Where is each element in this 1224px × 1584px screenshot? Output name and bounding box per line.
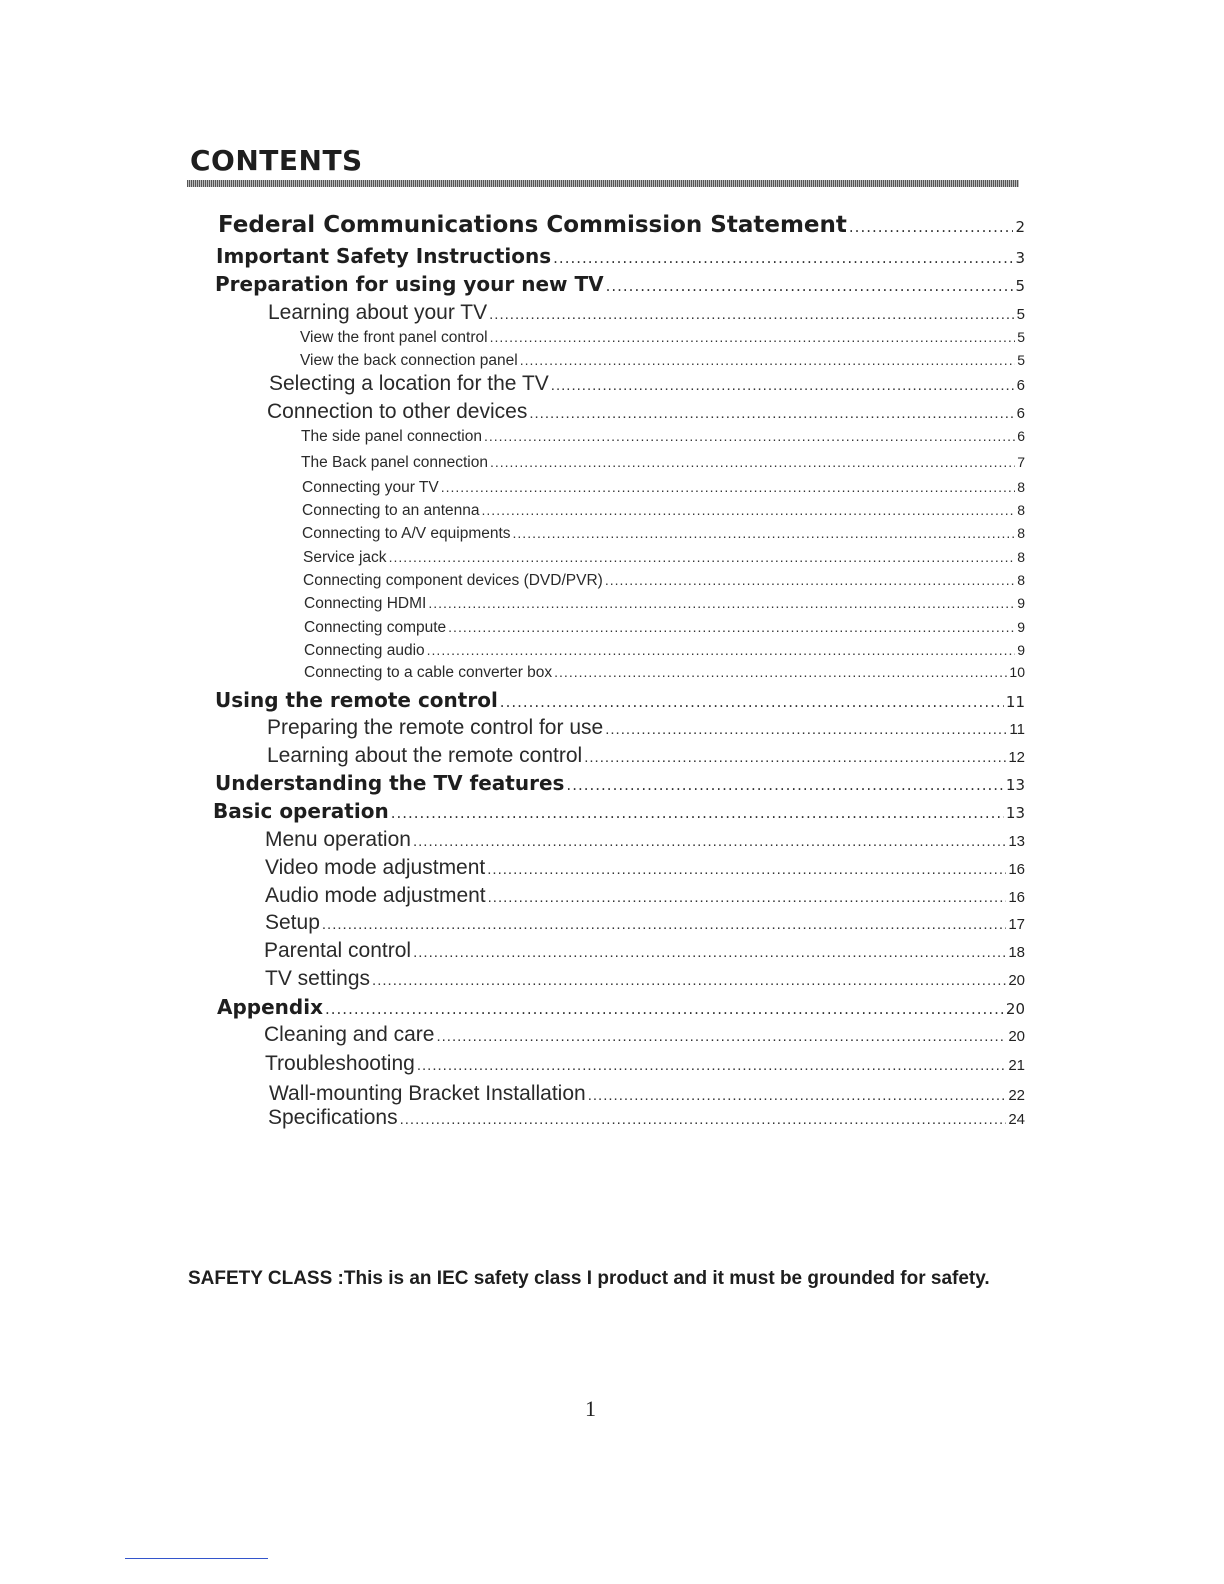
toc-entry-page: 5	[1017, 352, 1025, 368]
toc-entry-audio-mode[interactable]	[265, 884, 1025, 908]
toc-entry-title: Parental control	[264, 939, 412, 962]
toc-dot-leader	[490, 454, 1015, 470]
toc-entry-page: 3	[1015, 249, 1025, 267]
toc-entry-page: 2	[1015, 218, 1025, 236]
toc-entry-component-devices[interactable]	[303, 572, 1025, 590]
toc-entry-title: Troubleshooting	[265, 1052, 415, 1075]
toc-entry-page: 21	[1008, 1057, 1025, 1074]
toc-entry-page: 10	[1009, 664, 1025, 680]
toc-entry-other-devices[interactable]	[267, 400, 1025, 424]
toc-entry-page: 12	[1008, 749, 1025, 766]
toc-entry-title: Setup	[265, 911, 320, 934]
toc-entry-title: Service jack	[303, 549, 387, 566]
toc-entry-page: 7	[1017, 454, 1025, 470]
toc-entry-title: Connecting audio	[304, 642, 425, 659]
toc-dot-leader	[441, 479, 1015, 495]
toc-entry-title: Learning about the remote control	[267, 744, 583, 767]
toc-dot-leader	[554, 664, 1007, 680]
toc-entry-page: 13	[1005, 776, 1025, 794]
toc-entry-title: Connecting to a cable converter box	[304, 664, 553, 681]
toc-entry-av-equipments[interactable]	[302, 525, 1025, 543]
toc-entry-title: View the back connection panel	[300, 352, 518, 369]
toc-entry-preparation[interactable]	[215, 272, 1025, 296]
toc-entry-basic-operation[interactable]	[213, 799, 1025, 823]
toc-dot-leader	[551, 377, 1015, 394]
toc-entry-tv-settings[interactable]	[265, 967, 1025, 991]
toc-entry-fcc-statement[interactable]	[218, 212, 1025, 238]
toc-entry-page: 13	[1005, 804, 1025, 822]
toc-entry-appendix[interactable]	[217, 995, 1025, 1019]
toc-dot-leader	[520, 352, 1015, 368]
toc-entry-page: 20	[1008, 1028, 1025, 1045]
toc-entry-page: 18	[1008, 944, 1025, 961]
toc-entry-antenna[interactable]	[302, 502, 1025, 520]
toc-entry-page: 5	[1016, 306, 1025, 323]
toc-entry-tv-features[interactable]	[215, 771, 1025, 795]
toc-entry-title: The Back panel connection	[301, 454, 488, 471]
toc-dot-leader	[488, 889, 1007, 906]
toc-dot-leader	[606, 277, 1014, 295]
toc-dot-leader	[391, 804, 1004, 822]
toc-entry-title: Specifications	[268, 1106, 398, 1129]
toc-entry-title: Connecting to A/V equipments	[302, 525, 511, 542]
toc-entry-page: 9	[1017, 595, 1025, 611]
toc-entry-title: View the front panel control	[300, 329, 488, 346]
toc-entry-title: Connecting compute	[304, 619, 447, 636]
toc-entry-page: 6	[1016, 405, 1025, 422]
toc-dot-leader	[448, 619, 1015, 635]
safety-class-note: SAFETY CLASS :This is an IEC safety class I product and it must be grounded for safety.	[188, 1268, 990, 1289]
toc-entry-title: Connecting component devices (DVD/PVR)	[303, 572, 603, 589]
toc-entry-remote-control[interactable]	[215, 688, 1025, 712]
toc-dot-leader	[417, 1057, 1006, 1074]
toc-dot-leader	[322, 916, 1006, 933]
toc-entry-cleaning-care[interactable]	[264, 1023, 1025, 1047]
toc-entry-page: 5	[1015, 277, 1025, 295]
toc-dot-leader	[566, 776, 1003, 794]
toc-dot-leader	[529, 405, 1014, 422]
toc-entry-page: 8	[1017, 549, 1025, 565]
toc-dot-leader	[588, 1087, 1007, 1104]
toc-entry-title: Preparation for using your new TV	[215, 272, 604, 296]
toc-entry-page: 8	[1017, 525, 1025, 541]
toc-entry-title: Appendix	[217, 995, 323, 1019]
toc-entry-page: 13	[1008, 833, 1025, 850]
toc-entry-audio[interactable]	[304, 642, 1025, 660]
toc-entry-title: Basic operation	[213, 799, 389, 823]
toc-entry-learning-remote[interactable]	[267, 744, 1025, 768]
toc-entry-service-jack[interactable]	[303, 549, 1025, 567]
toc-entry-page: 22	[1008, 1087, 1025, 1104]
toc-entry-page: 16	[1008, 861, 1025, 878]
toc-dot-leader	[553, 249, 1013, 267]
toc-entry-page: 20	[1005, 1000, 1025, 1018]
toc-entry-compute[interactable]	[304, 619, 1025, 637]
toc-dot-leader	[500, 693, 1004, 711]
toc-entry-side-panel[interactable]	[301, 428, 1025, 446]
toc-entry-page: 11	[1005, 693, 1025, 711]
toc-entry-parental-control[interactable]	[264, 939, 1025, 963]
toc-dot-leader	[389, 549, 1016, 565]
toc-entry-troubleshooting[interactable]	[265, 1052, 1025, 1076]
toc-entry-title: Learning about your TV	[268, 301, 488, 324]
toc-entry-page: 8	[1017, 479, 1025, 495]
toc-entry-title: Connecting your TV	[302, 479, 439, 496]
toc-entry-back-panel[interactable]	[300, 352, 1025, 370]
toc-entry-title: The side panel connection	[301, 428, 482, 445]
toc-dot-leader	[849, 218, 1014, 236]
toc-entry-cable-converter[interactable]	[304, 664, 1025, 682]
toc-entry-page: 6	[1016, 377, 1025, 394]
toc-entry-page: 8	[1017, 502, 1025, 518]
toc-entry-learning-tv[interactable]	[268, 301, 1025, 325]
toc-entry-page: 20	[1008, 972, 1025, 989]
toc-entry-location[interactable]	[269, 372, 1025, 396]
toc-entry-title: Audio mode adjustment	[265, 884, 486, 907]
toc-entry-page: 17	[1008, 916, 1025, 933]
toc-dot-leader	[413, 833, 1006, 850]
toc-entry-safety-instructions[interactable]	[216, 244, 1025, 268]
toc-dot-leader	[413, 944, 1006, 961]
toc-entry-page: 16	[1008, 889, 1025, 906]
page-title: CONTENTS	[190, 144, 363, 177]
toc-dot-leader	[325, 1000, 1004, 1018]
toc-entry-page: 8	[1017, 572, 1025, 588]
toc-entry-page: 11	[1009, 721, 1025, 738]
toc-dot-leader	[484, 428, 1015, 444]
toc-entry-hdmi[interactable]	[304, 595, 1025, 613]
toc-dot-leader	[605, 721, 1007, 738]
toc-entry-wall-mounting[interactable]	[269, 1082, 1025, 1106]
toc-dot-leader	[482, 502, 1016, 518]
toc-entry-title: Connecting to an antenna	[302, 502, 480, 519]
toc-entry-page: 9	[1017, 619, 1025, 635]
toc-entry-video-mode[interactable]	[265, 856, 1025, 880]
toc-entry-page: 24	[1008, 1111, 1025, 1128]
toc-dot-leader	[513, 525, 1016, 541]
toc-entry-back-panel-connection[interactable]	[301, 454, 1025, 472]
toc-entry-title: Connecting HDMI	[304, 595, 427, 612]
toc-entry-page: 5	[1017, 329, 1025, 345]
toc-entry-title: Federal Communications Commission Statement	[218, 212, 847, 238]
toc-entry-page: 6	[1017, 428, 1025, 444]
toc-entry-title: Selecting a location for the TV	[269, 372, 549, 395]
footer-divider	[125, 1558, 268, 1559]
toc-dot-leader	[490, 329, 1016, 345]
toc-entry-title: Wall-mounting Bracket Installation	[269, 1082, 586, 1105]
toc-entry-connecting-tv[interactable]	[302, 479, 1025, 497]
toc-dot-leader	[489, 306, 1015, 323]
toc-entry-specifications[interactable]	[268, 1106, 1025, 1130]
toc-entry-front-panel[interactable]	[300, 329, 1025, 347]
toc-entry-menu-operation[interactable]	[265, 828, 1025, 852]
toc-entry-title: Using the remote control	[215, 688, 498, 712]
toc-entry-title: Menu operation	[265, 828, 411, 851]
toc-entry-title: Connection to other devices	[267, 400, 528, 423]
toc-dot-leader	[400, 1111, 1007, 1128]
toc-dot-leader	[372, 972, 1006, 989]
toc-entry-preparing-remote[interactable]	[267, 716, 1025, 740]
toc-entry-setup[interactable]	[265, 911, 1025, 935]
toc-entry-title: Video mode adjustment	[265, 856, 486, 879]
toc-dot-leader	[487, 861, 1006, 878]
toc-entry-title: Important Safety Instructions	[216, 244, 552, 268]
toc-dot-leader	[428, 595, 1015, 611]
toc-entry-title: Preparing the remote control for use	[267, 716, 604, 739]
toc-entry-title: Cleaning and care	[264, 1023, 435, 1046]
toc-dot-leader	[436, 1028, 1006, 1045]
heading-divider	[187, 180, 1019, 187]
toc-entry-title: TV settings	[265, 967, 371, 990]
toc-dot-leader	[605, 572, 1015, 588]
toc-dot-leader	[584, 749, 1006, 766]
toc-entry-title: Understanding the TV features	[215, 771, 565, 795]
toc-entry-page: 9	[1017, 642, 1025, 658]
toc-dot-leader	[427, 642, 1016, 658]
page-number: 1	[585, 1396, 596, 1421]
